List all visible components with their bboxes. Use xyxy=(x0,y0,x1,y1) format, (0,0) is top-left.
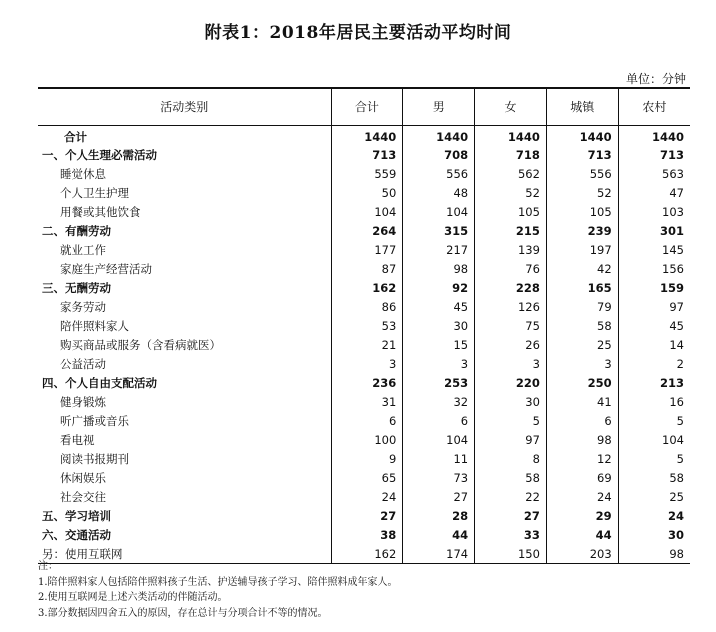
cell-urban: 41 xyxy=(546,393,618,412)
cell-female: 76 xyxy=(475,260,547,279)
cell-total: 177 xyxy=(331,241,403,260)
cell-female: 139 xyxy=(475,241,547,260)
cell-rural: 145 xyxy=(618,241,690,260)
header-urban: 城镇 xyxy=(546,88,618,125)
cell-male: 253 xyxy=(403,374,475,393)
cell-rural: 1440 xyxy=(618,125,690,146)
table-row xyxy=(38,298,690,317)
row-label: 健身锻炼 xyxy=(60,395,106,409)
cell-male: 217 xyxy=(403,241,475,260)
cell-rural: 5 xyxy=(618,412,690,431)
cell-rural: 563 xyxy=(618,165,690,184)
cell-female: 22 xyxy=(475,488,547,507)
row-label: 一、个人生理必需活动 xyxy=(42,148,157,162)
footnote-heading: 注： xyxy=(38,561,58,572)
cell-rural: 25 xyxy=(618,488,690,507)
row-label: 陪伴照料家人 xyxy=(60,319,129,333)
cell-rural: 98 xyxy=(618,545,690,564)
table-row xyxy=(38,203,690,222)
cell-male: 6 xyxy=(403,412,475,431)
cell-female: 215 xyxy=(475,222,547,241)
cell-rural: 97 xyxy=(618,298,690,317)
table-title: 附表1：2018年居民主要活动平均时间 xyxy=(204,23,512,43)
cell-male: 15 xyxy=(403,336,475,355)
cell-total: 3 xyxy=(331,355,403,374)
cell-total: 38 xyxy=(331,526,403,545)
row-label: 五、学习培训 xyxy=(42,509,111,523)
cell-urban: 105 xyxy=(546,203,618,222)
cell-rural: 104 xyxy=(618,431,690,450)
table-row xyxy=(38,355,690,374)
cell-total: 264 xyxy=(331,222,403,241)
table-row xyxy=(38,279,690,298)
cell-male: 104 xyxy=(403,203,475,222)
cell-urban: 203 xyxy=(546,545,618,564)
cell-male: 28 xyxy=(403,507,475,526)
table-row xyxy=(38,222,690,241)
cell-urban: 58 xyxy=(546,317,618,336)
footnote-2: 2.使用互联网是上述六类活动的伴随活动。 xyxy=(38,592,228,603)
table-row xyxy=(38,260,690,279)
row-label: 睡觉休息 xyxy=(60,167,106,181)
row-label: 听广播或音乐 xyxy=(60,414,129,428)
unit-label: 单位：分钟 xyxy=(625,72,686,86)
cell-total: 100 xyxy=(331,431,403,450)
header-female: 女 xyxy=(475,88,547,125)
cell-urban: 12 xyxy=(546,450,618,469)
header-rural: 农村 xyxy=(618,88,690,125)
cell-rural: 58 xyxy=(618,469,690,488)
cell-female: 30 xyxy=(475,393,547,412)
cell-total: 713 xyxy=(331,146,403,165)
cell-male: 3 xyxy=(403,355,475,374)
table-row xyxy=(38,146,690,165)
cell-total: 21 xyxy=(331,336,403,355)
cell-urban: 52 xyxy=(546,184,618,203)
cell-female: 5 xyxy=(475,412,547,431)
cell-urban: 44 xyxy=(546,526,618,545)
cell-total: 31 xyxy=(331,393,403,412)
header-total: 合计 xyxy=(331,88,403,125)
table-row xyxy=(38,450,690,469)
table-row xyxy=(38,393,690,412)
cell-urban: 25 xyxy=(546,336,618,355)
cell-male: 32 xyxy=(403,393,475,412)
row-label: 家庭生产经营活动 xyxy=(60,262,152,276)
cell-rural: 213 xyxy=(618,374,690,393)
row-label: 就业工作 xyxy=(60,243,106,257)
cell-male: 73 xyxy=(403,469,475,488)
cell-rural: 16 xyxy=(618,393,690,412)
cell-female: 33 xyxy=(475,526,547,545)
cell-rural: 159 xyxy=(618,279,690,298)
cell-rural: 156 xyxy=(618,260,690,279)
activity-time-table xyxy=(38,87,690,564)
cell-male: 315 xyxy=(403,222,475,241)
cell-total: 236 xyxy=(331,374,403,393)
cell-female: 718 xyxy=(475,146,547,165)
cell-total: 6 xyxy=(331,412,403,431)
cell-urban: 165 xyxy=(546,279,618,298)
cell-male: 98 xyxy=(403,260,475,279)
cell-female: 228 xyxy=(475,279,547,298)
cell-rural: 103 xyxy=(618,203,690,222)
cell-male: 45 xyxy=(403,298,475,317)
row-label: 休闲娱乐 xyxy=(60,471,106,485)
cell-urban: 556 xyxy=(546,165,618,184)
cell-female: 52 xyxy=(475,184,547,203)
cell-female: 97 xyxy=(475,431,547,450)
cell-rural: 5 xyxy=(618,450,690,469)
table-row xyxy=(38,184,690,203)
cell-male: 30 xyxy=(403,317,475,336)
cell-rural: 14 xyxy=(618,336,690,355)
table-body xyxy=(38,125,690,564)
cell-female: 1440 xyxy=(475,125,547,146)
cell-female: 58 xyxy=(475,469,547,488)
cell-rural: 2 xyxy=(618,355,690,374)
cell-total: 1440 xyxy=(331,125,403,146)
footnotes xyxy=(38,559,698,621)
cell-male: 556 xyxy=(403,165,475,184)
table-row xyxy=(38,374,690,393)
cell-total: 162 xyxy=(331,279,403,298)
header-row xyxy=(38,88,690,125)
table-row xyxy=(38,488,690,507)
table-row xyxy=(38,507,690,526)
row-label: 购买商品或服务（含看病就医） xyxy=(60,338,221,352)
cell-male: 11 xyxy=(403,450,475,469)
cell-female: 8 xyxy=(475,450,547,469)
cell-male: 44 xyxy=(403,526,475,545)
table-row xyxy=(38,526,690,545)
row-label: 四、个人自由支配活动 xyxy=(42,376,157,390)
table-row xyxy=(38,469,690,488)
cell-female: 3 xyxy=(475,355,547,374)
table-row xyxy=(38,125,690,146)
row-label: 三、无酬劳动 xyxy=(42,281,111,295)
cell-total: 65 xyxy=(331,469,403,488)
cell-male: 92 xyxy=(403,279,475,298)
cell-total: 24 xyxy=(331,488,403,507)
table-row xyxy=(38,431,690,450)
row-label: 社会交往 xyxy=(60,490,106,504)
cell-total: 50 xyxy=(331,184,403,203)
row-label: 公益活动 xyxy=(60,357,106,371)
cell-urban: 6 xyxy=(546,412,618,431)
cell-urban: 1440 xyxy=(546,125,618,146)
row-label: 合计 xyxy=(64,129,87,144)
cell-total: 53 xyxy=(331,317,403,336)
cell-urban: 98 xyxy=(546,431,618,450)
cell-female: 105 xyxy=(475,203,547,222)
cell-rural: 45 xyxy=(618,317,690,336)
row-label: 用餐或其他饮食 xyxy=(60,205,141,219)
row-label: 六、交通活动 xyxy=(42,528,111,542)
cell-total: 9 xyxy=(331,450,403,469)
cell-urban: 239 xyxy=(546,222,618,241)
table-row xyxy=(38,336,690,355)
cell-rural: 301 xyxy=(618,222,690,241)
cell-female: 150 xyxy=(475,545,547,564)
cell-urban: 713 xyxy=(546,146,618,165)
cell-urban: 197 xyxy=(546,241,618,260)
cell-female: 27 xyxy=(475,507,547,526)
table-row xyxy=(38,241,690,260)
cell-total: 86 xyxy=(331,298,403,317)
header-category: 活动类别 xyxy=(38,88,331,125)
cell-urban: 79 xyxy=(546,298,618,317)
row-label: 二、有酬劳动 xyxy=(42,224,111,238)
cell-total: 162 xyxy=(331,545,403,564)
cell-male: 174 xyxy=(403,545,475,564)
cell-urban: 42 xyxy=(546,260,618,279)
cell-rural: 24 xyxy=(618,507,690,526)
cell-female: 26 xyxy=(475,336,547,355)
cell-urban: 3 xyxy=(546,355,618,374)
header-male: 男 xyxy=(403,88,475,125)
cell-male: 48 xyxy=(403,184,475,203)
cell-female: 75 xyxy=(475,317,547,336)
table-row xyxy=(38,165,690,184)
cell-rural: 713 xyxy=(618,146,690,165)
cell-rural: 30 xyxy=(618,526,690,545)
cell-urban: 29 xyxy=(546,507,618,526)
row-label: 家务劳动 xyxy=(60,300,106,314)
cell-urban: 24 xyxy=(546,488,618,507)
cell-female: 220 xyxy=(475,374,547,393)
cell-total: 87 xyxy=(331,260,403,279)
cell-urban: 69 xyxy=(546,469,618,488)
cell-urban: 250 xyxy=(546,374,618,393)
cell-male: 708 xyxy=(403,146,475,165)
row-label: 看电视 xyxy=(60,433,95,447)
row-label: 另：使用互联网 xyxy=(38,545,331,564)
row-label: 阅读书报期刊 xyxy=(60,452,129,466)
cell-male: 104 xyxy=(403,431,475,450)
row-label: 个人卫生护理 xyxy=(60,186,129,200)
table-row xyxy=(38,412,690,431)
cell-female: 562 xyxy=(475,165,547,184)
cell-total: 27 xyxy=(331,507,403,526)
cell-male: 27 xyxy=(403,488,475,507)
table-row xyxy=(38,317,690,336)
cell-total: 104 xyxy=(331,203,403,222)
cell-female: 126 xyxy=(475,298,547,317)
footnote-3: 3.部分数据因四舍五入的原因，存在总计与分项合计不等的情况。 xyxy=(38,607,328,619)
footnote-1: 1.陪伴照料家人包括陪伴照料孩子生活、护送辅导孩子学习、陪伴照料成年家人。 xyxy=(38,576,398,588)
cell-rural: 47 xyxy=(618,184,690,203)
cell-male: 1440 xyxy=(403,125,475,146)
cell-total: 559 xyxy=(331,165,403,184)
